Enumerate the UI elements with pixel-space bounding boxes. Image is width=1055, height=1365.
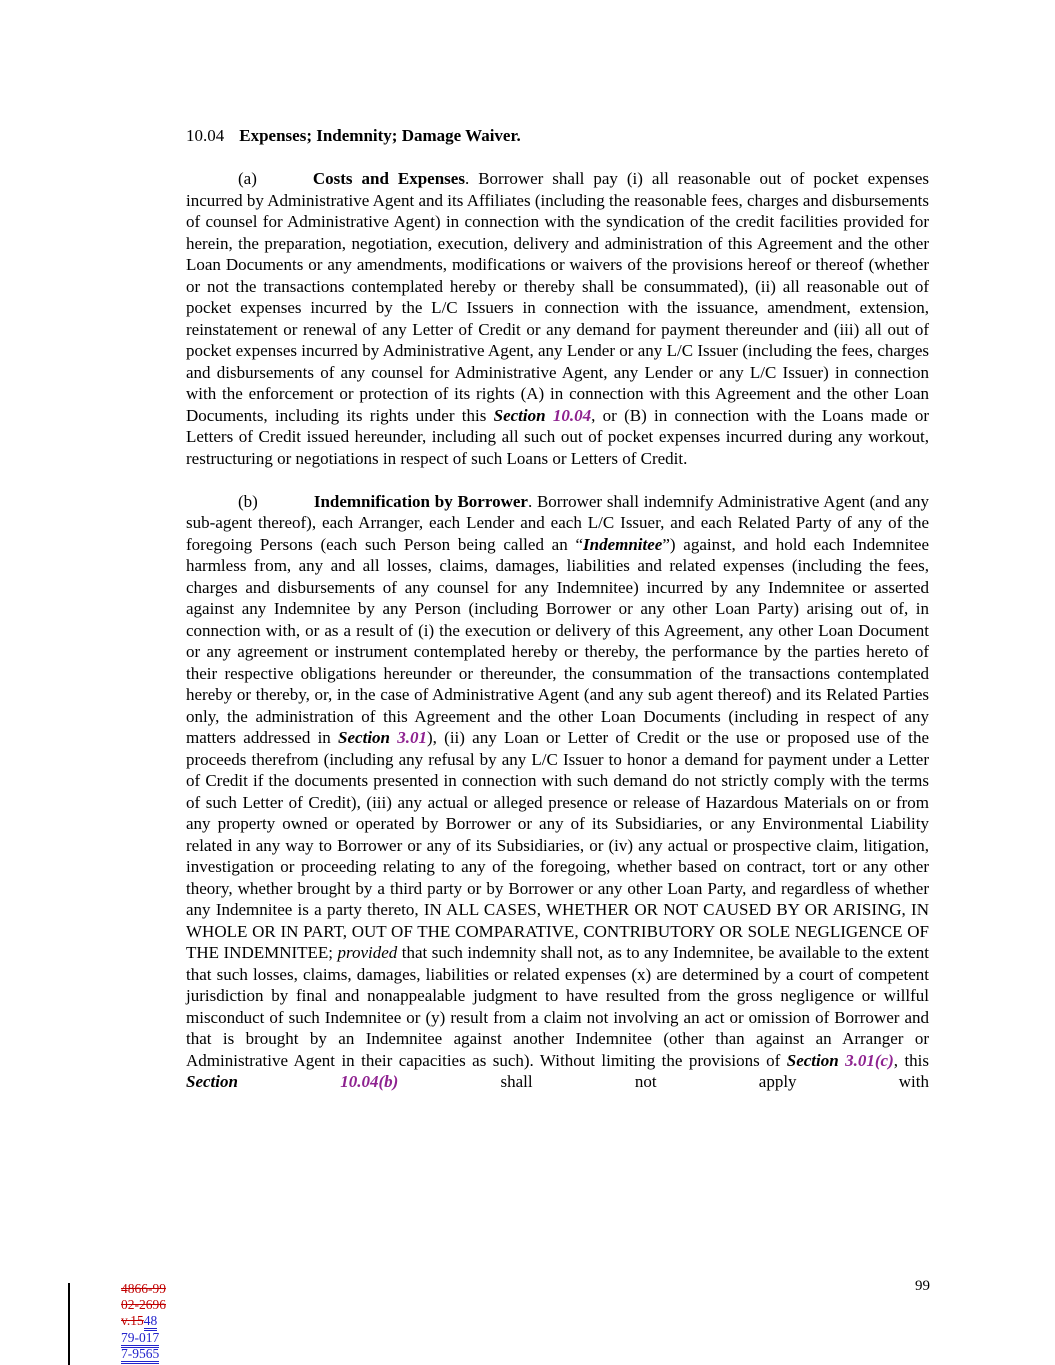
text-run: ”) against, and hold each Indemnitee harmless from, any and all losses, claims, damages, liabilities and related expenses (including the fees, charges and disbursements of any counsel for any Indemnitee) incurred by any Indemnitee or asserted against any Indemnitee by any Person (including Borrower or any other Loan Party) arising out of, in connection with, or as a result of (i) the execution or delivery of this Agreement, any other Loan Document or any agreement or instrument contemplated hereby or thereby, the performance by the parties hereto of their respective obligations hereunder or thereunder, the consummation of the transactions contemplated hereby or thereby, or, in the case of Administrative Agent (and any sub agent thereof) and its Related Parties only, the administration of this Agreement and the other Loan Documents (including in respect of any matters addressed in [186,534,929,747]
section-title: Expenses; Indemnity; Damage Waiver. [239,126,521,145]
text-run: Section [338,728,398,747]
text-run: that such indemnity shall not, as to any Indemnitee, be available to the extent that such losses, claims, damages, liabilities or related expenses (x) are determined by a court of competent jurisdiction by final and nonappealable judgment to have resulted from the gross negligence or willful misconduct of such Indemnitee or (y) result from a claim not involving an act or omission of Borrower and that is brought by an Indemnitee against another Indemnitee (other than against an Arranger or Administrative Agent in their capacities as such). Without limiting the provisions of [186,943,929,1070]
document-id-redline [121,1281,166,1362]
section-reference-link[interactable]: 3.01 [397,728,427,747]
section-reference-link[interactable]: 10.04 [552,405,592,425]
text-run: , this [893,1050,930,1070]
section-number: 10.04 [186,126,225,145]
text-run: Costs and Expenses [312,169,465,188]
text-run: provided [337,943,398,962]
text-run: Section [186,1072,341,1091]
redline-line [121,1313,166,1329]
redline-line [121,1330,166,1346]
revision-change-bar [68,1283,70,1365]
text-run: , or (B) in connection with the Loans made or Letters of Credit issued hereunder, including all such out of pocket expenses incurred during any workout, restructuring or negotiations in respect of such Loans or Letters of Credit. [186,405,930,468]
document-content [186,125,929,1114]
text-run: ), (ii) any Loan or Letter of Credit or the use or proposed use of the proceeds therefrom (including any refusal by any L/C Issuer to honor a demand for payment under a Letter of Credit if the documents presented in connection with such demand do not strictly comply with the terms of such Letter of Credit), (iii) any actual or alleged presence or release of Hazardous Materials on or from any property owned or operated by Borrower or any of its Subsidiaries, or any Environmental Liability related in any way to Borrower or any of its Subsidiaries, or (iv) any actual or prospective claim, litigation, investigation or proceeding relating to any of the foregoing, whether based on contract, tort or any other theory, whether brought by a third party or by Borrower or any other Loan Party, and regardless of whether any Indemnitee is a party thereto, IN ALL CASES, WHETHER OR NOT CAUSED BY OR ARISING, IN WHOLE OR IN PART, OUT OF THE COMPARATIVE, CONTRIBUTORY OR SOLE NEGLIGENCE OF THE INDEMNITEE; [186,728,929,962]
redline-line [121,1346,166,1362]
section-heading [186,125,929,147]
text-run: (a) [238,169,257,188]
section-reference-link[interactable]: 3.01(c) [845,1050,894,1070]
text-run: . Borrower shall indemnify Administrative Agent (and any sub-agent thereof), each Arranger, each Lender and each L/C Issuer, and each Related Party of any of the foregoing Persons (each such Person being called an “ [186,491,929,554]
paragraph-costs-and-expenses [186,168,929,469]
inserted-text: 79-017 [121,1330,159,1348]
section-reference-link[interactable]: 10.04(b) [340,1072,399,1091]
text-run: Indemnification by Borrower [313,491,528,511]
paragraph-indemnification-by-borrower [186,491,929,1093]
inserted-text: 7-9565 [121,1346,159,1364]
text-run: Indemnitee [583,534,663,554]
deleted-text: 02-2696 [121,1297,166,1313]
text-run: Section [786,1050,846,1070]
deleted-text: v.15 [121,1313,144,1329]
page-number: 99 [915,1278,930,1294]
text-run: (b) [238,491,258,511]
inserted-text: 48 [144,1313,158,1331]
text-run: shall not apply with [398,1072,930,1091]
redline-line [121,1297,166,1313]
text-run: . Borrower shall pay (i) all reasonable out of pocket expenses incurred by Administrative Agent and its Affiliates (including the reasonable fees, charges and disbursements of counsel for Administrative Agent) in connection with the syndication of the credit facilities provided for herein, the preparation, negotiation, execution, delivery and administration of this Agreement and the other Loan Documents or any amendments, modifications or waivers of the provisions hereof or thereof (whether or not the transactions contemplated hereby or thereby shall be consummated), (ii) all reasonable out of pocket expenses incurred by the L/C Issuers in connection with the issuance, amendment, extension, reinstatement or renewal of any Letter of Credit or any demand for payment thereunder and (iii) all out of pocket expenses incurred by Administrative Agent, any Lender or any L/C Issuer (including the fees, charges and disbursements of any counsel for Administrative Agent, any Lender or any L/C Issuer) in connection with the enforcement or protection of its rights (A) in connection with this Agreement and the other Loan Documents, including its rights under this [186,169,929,425]
redline-line [121,1281,166,1297]
deleted-text: 4866-99 [121,1281,166,1296]
paragraphs-container [186,168,929,1093]
text-run: Section [493,405,553,425]
